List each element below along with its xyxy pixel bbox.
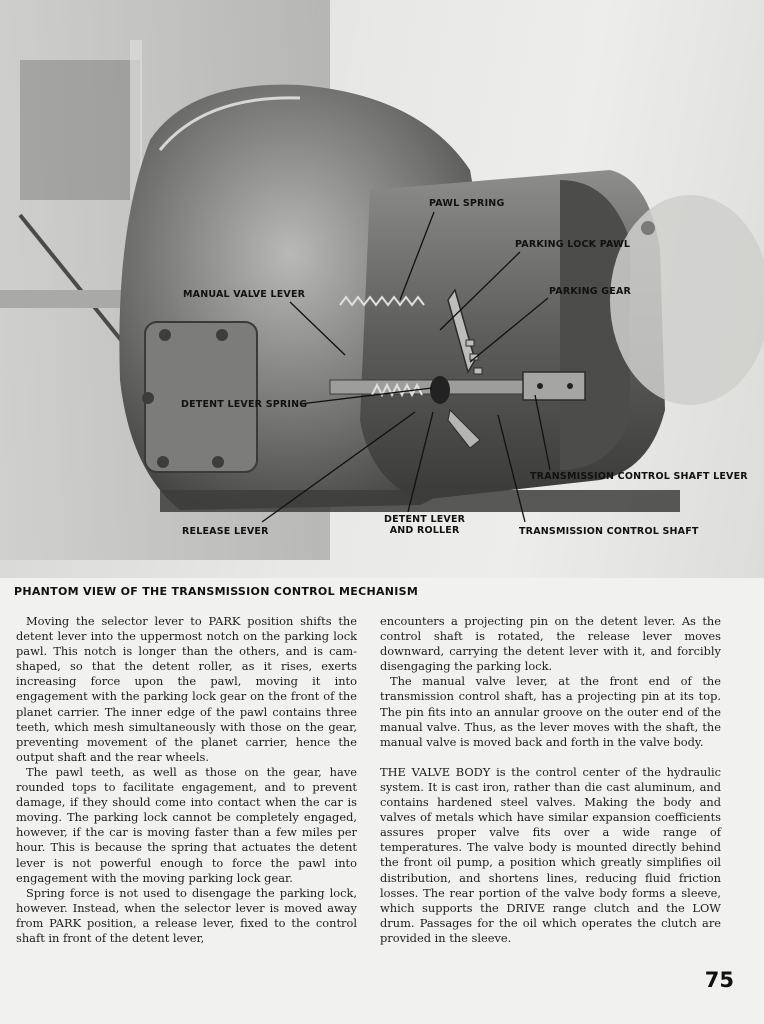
paragraph: encounters a projecting pin on the detent lever. As the control shaft is rotated, the release lever moves downward, carrying the detent lever with it, and forcibly disengaging the parking lock. [380,614,721,674]
figure-caption: PHANTOM VIEW OF THE TRANSMISSION CONTROL MECHANISM [14,585,419,598]
page-number: 75 [704,968,734,992]
body-column-left [16,614,357,946]
callout-detent-lever-and-roller [384,514,465,536]
callout-detent-lever-line2: AND ROLLER [389,525,460,536]
callout-transmission-control-shaft: TRANSMISSION CONTROL SHAFT [519,526,699,537]
body-column-right [380,614,721,946]
callout-transmission-control-shaft-lever: TRANSMISSION CONTROL SHAFT LEVER [530,471,748,482]
paragraph: Spring force is not used to disengage the parking lock, however. Instead, when the selector lever is moved away from PARK position, a release lever, fixed to the control shaft in front of the detent lever, [16,885,357,945]
paragraph: Moving the selector lever to PARK position shifts the detent lever into the uppermost notch on the parking lock pawl. This notch is longer than the others, and is cam-shaped, so that the detent roller, as it rises, exerts increasing force upon the pawl, moving it into engagement with the parking lock gear on the front of the planet carrier. The inner edge of the pawl contains three teeth, which mesh simultaneously with those on the gear, preventing movement of the planet carrier, hence the output shaft and the rear wheels. [16,614,357,764]
callout-pawl-spring: PAWL SPRING [429,198,505,209]
callout-parking-gear: PARKING GEAR [549,286,632,297]
paragraph-valve-body: THE VALVE BODY is the control center of the hydraulic system. It is cast iron, rather than die cast aluminum, and contains hardened steel valves. Making the body and valves of metals which have similar expansion coefficients assures proper valve fits over a wide range of temperatures. The valve body is mounted directly behind the front oil pump, a position which greatly simplifies oil distribution, and shortens lines, reducing fluid friction losses. The rear portion of the valve body forms a sleeve, which supports the DRIVE range clutch and the LOW drum. Passages for the oil which operates the clutch are provided in the sleeve. [380,764,721,945]
callout-release-lever: RELEASE LEVER [182,526,269,537]
paragraph: The manual valve lever, at the front end of the transmission control shaft, has a projecting pin at its top. The pin fits into an annular groove on the outer end of the manual valve. Thus, as the lever moves with the shaft, the manual valve is moved back and forth in the valve body. [380,674,721,749]
callout-parking-lock-pawl: PARKING LOCK PAWL [515,239,631,250]
callout-detent-lever-spring: DETENT LEVER SPRING [181,399,308,410]
callout-detent-lever-line1: DETENT LEVER [384,514,466,525]
paragraph: The pawl teeth, as well as those on the gear, have rounded tops to facilitate engagement, and to prevent damage, if they should come into contact when the car is moving. The parking lock cannot be completely engaged, however, if the car is moving faster than a few miles per hour. This is because the spring that actuates the detent lever is not powerful enough to force the pawl into engagement with the moving parking lock gear. [16,764,357,885]
callout-manual-valve-lever: MANUAL VALVE LEVER [183,289,306,300]
